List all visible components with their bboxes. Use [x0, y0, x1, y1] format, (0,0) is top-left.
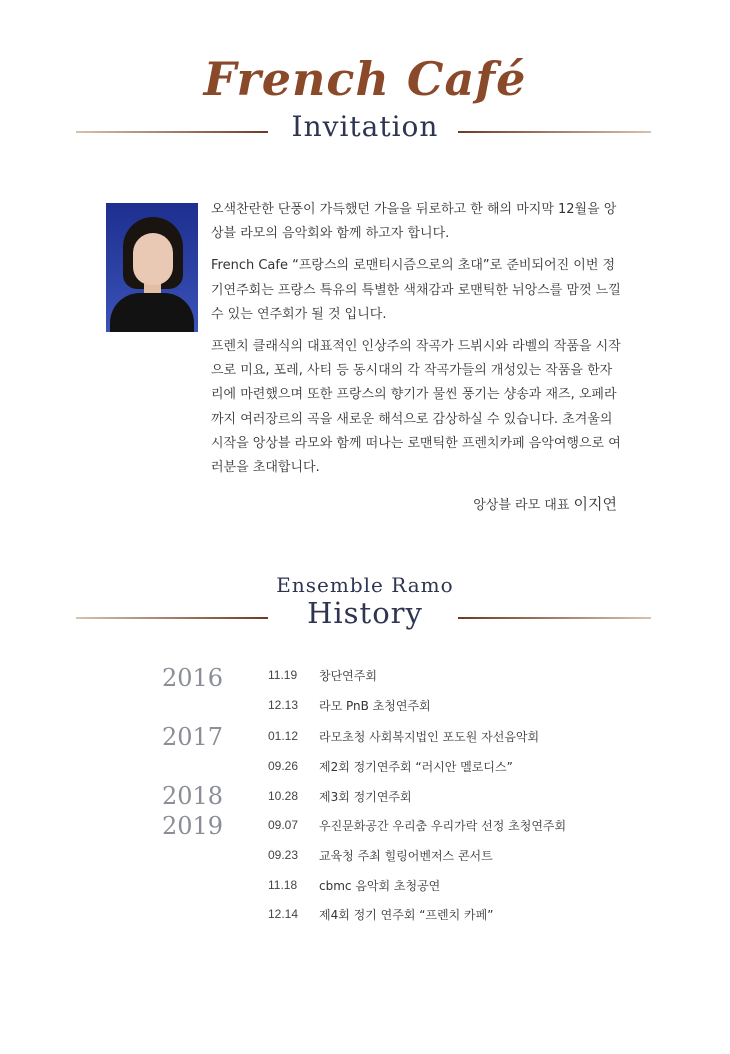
invitation-title: Invitation	[291, 110, 439, 143]
history-event: 제4회 정기 연주회 “프렌치 카페”	[319, 908, 494, 922]
french-cafe-logo: French Café	[203, 52, 527, 106]
year-label: 2019	[162, 812, 224, 840]
history-date: 12.14	[268, 907, 299, 921]
signature-name: 이지연	[573, 495, 617, 513]
history-date: 09.07	[268, 818, 299, 832]
history-date: 09.26	[268, 759, 299, 773]
history-event: 라모 PnB 초청연주회	[319, 699, 431, 713]
history-event: 창단연주회	[319, 669, 377, 683]
intro-text	[211, 198, 621, 488]
history-event: 제2회 정기연주회 “러시안 멜로디스”	[319, 760, 513, 774]
history-subtitle: Ensemble Ramo	[276, 573, 454, 597]
signature-title: 앙상블 라모 대표	[473, 498, 570, 513]
intro-paragraph: French Cafe “프랑스의 로맨티시즘으로의 초대”로 준비되어진 이번 정기연주회는 프랑스 특유의 특별한 색채감과 로맨틱한 뉘앙스를 맘껏 느낄 수 있는 연주회가 될 것 입니다.	[211, 258, 621, 322]
history-date: 01.12	[268, 729, 299, 743]
history-event: 우진문화공간 우리춤 우리가락 선정 초청연주회	[319, 819, 567, 833]
history-title: History	[307, 596, 423, 630]
year-label: 2017	[162, 723, 224, 751]
history-event: 라모초청 사회복지법인 포도원 자선음악회	[319, 730, 540, 744]
intro-paragraph: 프렌치 클래식의 대표적인 인상주의 작곡가 드뷔시와 라벨의 작품을 시작으로 미요, 포레, 사티 등 동시대의 각 작곡가들의 개성있는 작품을 한자리에 마련했으며 또한 프랑스의 향기가 물씬 풍기는 샹송과 재즈, 오페라까지 여러장르의 곡을 새로운 해석으로 감상하실 수 있습니다. 초겨울의 시작을 앙상블 라모와 함께 떠나는 로맨틱한 프렌치카페 음악여행으로 여러분을 초대합니다.	[211, 339, 621, 476]
director-photo	[106, 203, 198, 332]
intro-paragraph: 오색찬란한 단풍이 가득했던 가을을 뒤로하고 한 해의 마지막 12월을 앙상블 라모의 음악회와 함께 하고자 합니다.	[211, 202, 617, 242]
signature	[380, 493, 617, 514]
history-event: cbmc 음악회 초청공연	[319, 879, 441, 893]
history-event: 교육청 주최 힐링어벤저스 콘서트	[319, 849, 493, 863]
year-label: 2016	[162, 664, 224, 692]
history-date: 09.23	[268, 848, 299, 862]
history-date: 11.19	[268, 668, 298, 682]
history-event: 제3회 정기연주회	[319, 790, 412, 804]
history-date: 12.13	[268, 698, 299, 712]
year-label: 2018	[162, 782, 224, 810]
history-date: 10.28	[268, 789, 299, 803]
history-date: 11.18	[268, 878, 298, 892]
